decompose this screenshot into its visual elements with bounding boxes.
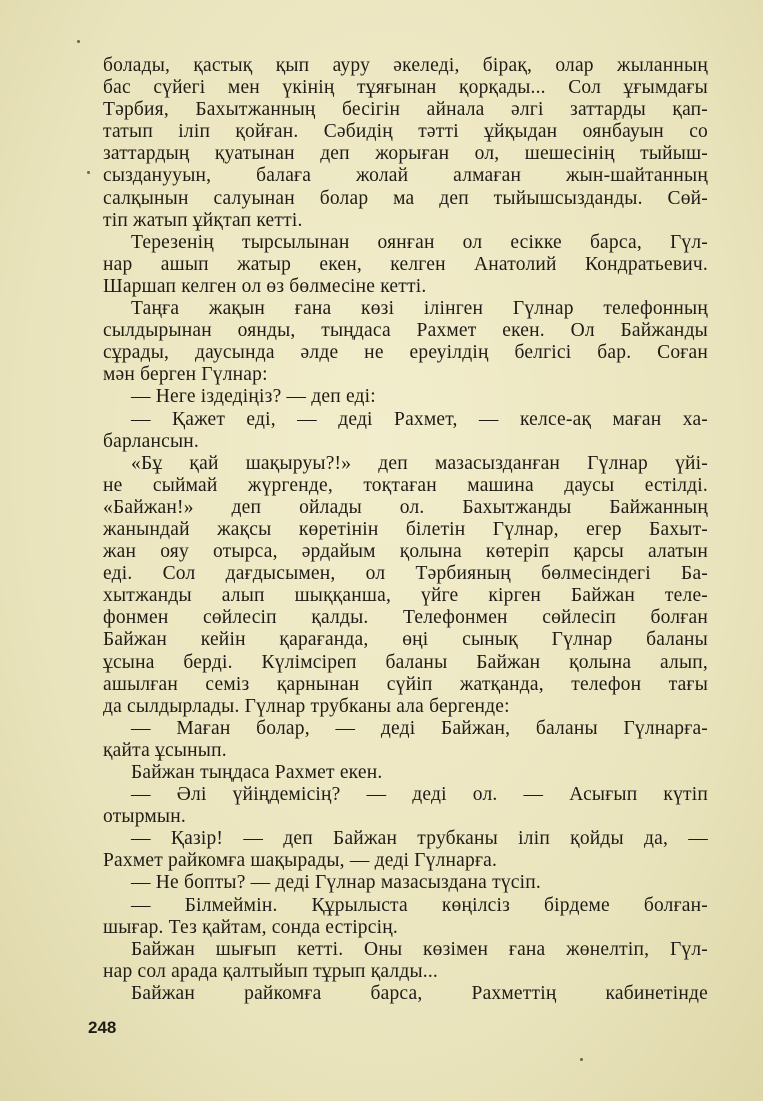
text-line: салқынын салуынан болар ма деп тыйышсызданды. Сөй- bbox=[103, 187, 708, 209]
text-line: сылдырынан оянды, тыңдаса Рахмет екен. Ол Байжанды bbox=[103, 320, 708, 342]
text-line: бас сүйегі мен үкінің тұяғынан қорқады... Сол ұғымдағы bbox=[103, 77, 708, 99]
text-line: Тәрбия, Бахытжанның бесігін айнала әлгі заттарды қап- bbox=[103, 99, 708, 121]
text-line: Байжан тыңдаса Рахмет екен. bbox=[131, 762, 383, 783]
text-line: татып іліп қойған. Сәбидің тәтті ұйқыдан оянбауын со bbox=[103, 121, 708, 143]
text-line: Байжан шығып кетті. Оны көзімен ғана жөнелтіп, Гүл- bbox=[131, 938, 708, 960]
page-body-text bbox=[103, 55, 708, 1005]
paper-speck bbox=[580, 1058, 583, 1061]
text-line: Рахмет райкомға шақырады, — деді Гүлнарға. bbox=[103, 850, 498, 872]
text-line: Шаршап келген ол өз бөлмесіне кетті. bbox=[103, 275, 427, 297]
text-line: — Қажет еді, — деді Рахмет, — келсе-ақ маған ха- bbox=[131, 408, 708, 430]
text-line: Терезенің тырсылынан оянған ол есікке барса, Гүл- bbox=[131, 231, 708, 253]
text-line: — Не бопты? — деді Гүлнар мазасыздана түсіп. bbox=[131, 872, 541, 894]
page-number: 248 bbox=[88, 1018, 117, 1037]
text-line: сұрады, даусында әлде не ереуілдің белгісі бар. Соған bbox=[103, 342, 708, 364]
text-line: нар ашып жатыр екен, келген Анатолий Кондратьевич. bbox=[103, 253, 708, 275]
text-line: не сыймай жүргенде, тоқтаған машина даусы естілді. bbox=[103, 474, 708, 496]
text-line: да сылдырлады. Гүлнар трубканы ала бергенде: bbox=[103, 695, 510, 717]
text-line: Таңға жақын ғана көзі ілінген Гүлнар телефонның bbox=[131, 298, 708, 320]
text-line: фонмен сөйлесіп қалды. Телефонмен сөйлесіп болған bbox=[103, 607, 708, 629]
text-line: — Қазір! — деп Байжан трубканы іліп қойды да, — bbox=[131, 828, 708, 850]
text-line: — Білмеймін. Құрылыста көңілсіз бірдеме болған- bbox=[131, 894, 708, 916]
text-line: болады, қастық қып ауру әкеледі, бірақ, олар жыланның bbox=[103, 55, 708, 76]
text-line: еді. Сол дағдысымен, ол Тәрбияның бөлмесіндегі Ба- bbox=[103, 563, 708, 585]
text-line: нар сол арада қалтыйып тұрып қалды... bbox=[103, 960, 438, 982]
text-line: сызданууын, балаға жолай алмаған жын-шайтанның bbox=[103, 165, 708, 187]
text-line: ұсына берді. Күлімсіреп баланы Байжан қолына алып, bbox=[103, 651, 708, 673]
text-line: — Әлі үйіңдемісің? — деді ол. — Асығып күтіп bbox=[131, 784, 708, 806]
text-line: Байжан райкомға барса, Рахметтің кабинетінде bbox=[131, 982, 708, 1004]
text-line: Байжан кейін қарағанда, өңі сынық Гүлнар баланы bbox=[103, 629, 708, 651]
text-line: хытжанды алып шыққанша, үйге кірген Байжан теле- bbox=[103, 585, 708, 607]
text-line: тіп жатып ұйқтап кетті. bbox=[103, 209, 303, 231]
paper-speck bbox=[77, 40, 80, 43]
text-line: ашылған семіз қарнынан сүйіп жатқанда, телефон тағы bbox=[103, 673, 708, 695]
text-line: қайта ұсынып. bbox=[103, 739, 227, 761]
text-line: мән берген Гүлнар: bbox=[103, 364, 268, 386]
text-line: жан ояу отырса, әрдайым қолына көтеріп қарсы алатын bbox=[103, 541, 708, 563]
text-line: «Бұ қай шақыруы?!» деп мазасызданған Гүлнар үйі- bbox=[131, 452, 708, 474]
paper-speck bbox=[87, 171, 90, 174]
text-line: барлансын. bbox=[103, 430, 199, 452]
text-line: отырмын. bbox=[103, 806, 186, 828]
text-line: жанындай жақсы көретінін білетін Гүлнар, егер Бахыт- bbox=[103, 518, 708, 540]
text-line: «Байжан!» деп ойлады ол. Бахытжанды Байжанның bbox=[103, 496, 708, 518]
text-line: заттардың қуатынан деп жорыған ол, шешесінің тыйыш- bbox=[103, 143, 708, 165]
text-line: — Маған болар, — деді Байжан, баланы Гүлнарға- bbox=[131, 717, 708, 739]
text-line: шығар. Тез қайтам, сонда естірсің. bbox=[103, 916, 398, 938]
text-line: — Неге іздедіңіз? — деп еді: bbox=[131, 386, 376, 408]
